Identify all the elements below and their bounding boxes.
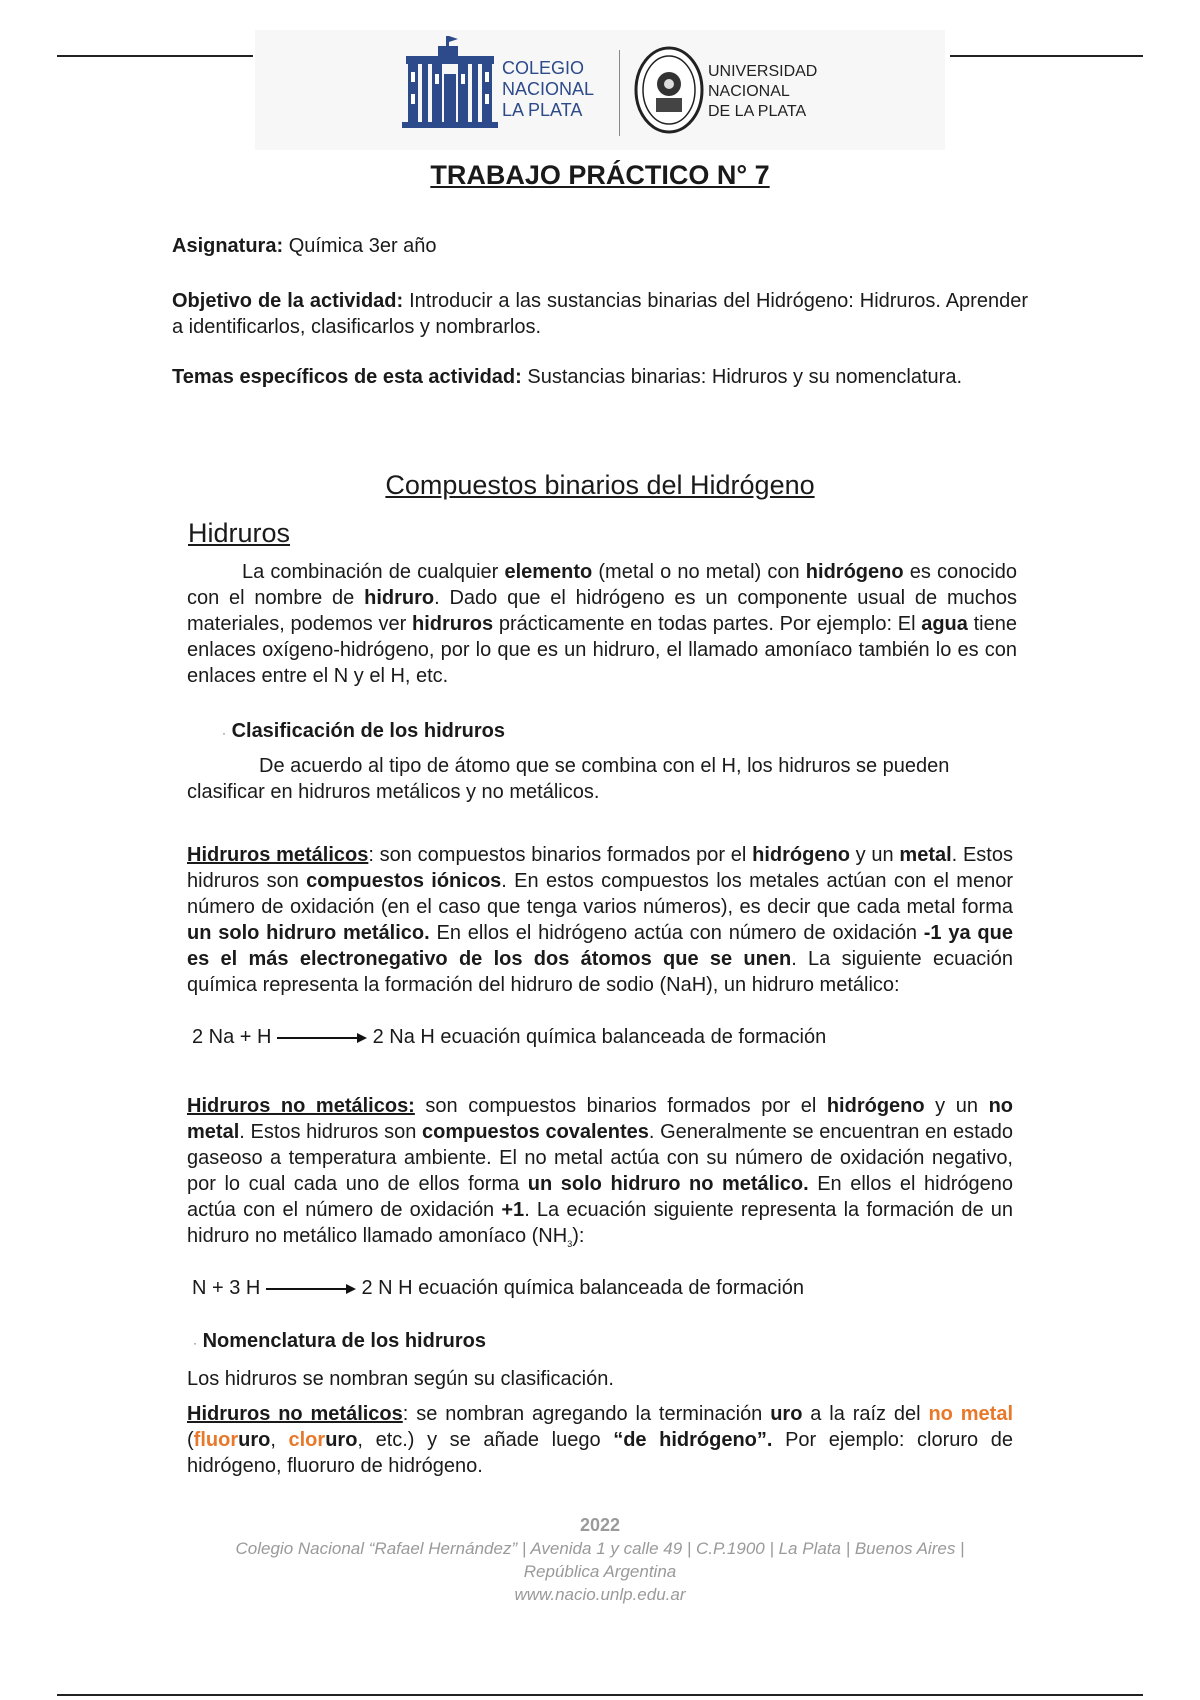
nomenclatura-heading-text: Nomenclatura de los hidruros <box>202 1330 486 1352</box>
section-title: Compuestos binarios del Hidrógeno <box>385 470 815 500</box>
no-metalicos-text: . Estos hidruros son <box>239 1121 422 1143</box>
no-metalicos-text: ): <box>572 1225 585 1247</box>
bullet-icon: · <box>193 1336 197 1350</box>
intro-text: prácticamente en todas partes. Por ejemplo: El <box>493 613 922 635</box>
top-rule-left <box>57 55 253 57</box>
equation-nah-caption: ecuación química balanceada de formación <box>440 1026 827 1048</box>
header-banner <box>255 30 945 150</box>
equation-nh3-reactants: N + 3 H <box>192 1277 261 1299</box>
colegio-line-3: LA PLATA <box>502 100 583 120</box>
asignatura-label: Asignatura: <box>172 235 284 257</box>
no-metalicos-text: En ellos el hidrógeno actúa con el número de oxidación <box>187 1173 1013 1221</box>
metalicos-bold: metal <box>899 844 952 866</box>
top-rule-right <box>950 55 1143 57</box>
nomenclatura-bold: uro <box>770 1403 803 1425</box>
nomenclatura-highlight: clor <box>288 1429 326 1451</box>
objetivo-paragraph <box>172 288 1028 340</box>
nomenclatura-bold: uro <box>325 1429 358 1451</box>
footer-country: República Argentina <box>523 1562 677 1581</box>
nomenclatura-bold: “de hidrógeno”. <box>613 1429 773 1451</box>
unlp-seal-icon <box>634 46 704 134</box>
unlp-line-1: UNIVERSIDAD <box>708 63 818 80</box>
intro-paragraph <box>187 559 1017 689</box>
page-footer <box>0 1514 1200 1606</box>
metalicos-paragraph <box>187 842 1013 998</box>
intro-text: . Dado que el hidrógeno es un componente usual de muchos materiales, podemos ver <box>187 587 1017 635</box>
colegio-logo-text <box>502 58 594 121</box>
metalicos-bold: compuestos iónicos <box>306 870 502 892</box>
equation-nah <box>192 1024 826 1050</box>
nomenclatura-text: a la raíz del <box>802 1403 929 1425</box>
clasificacion-paragraph <box>187 753 987 805</box>
clasificacion-text: De acuerdo al tipo de átomo que se combina con el H, los hidruros se pueden clasificar en hidruros metálicos y no metálicos. <box>187 755 950 803</box>
bullet-icon: · <box>222 726 226 740</box>
metalicos-bold: -1 ya que es el más electronegativo de los dos átomos que se unen <box>187 922 1013 970</box>
no-metalicos-bold: +1 <box>501 1199 525 1221</box>
reaction-arrow-icon <box>277 1032 367 1044</box>
metalicos-term: Hidruros metálicos <box>187 844 369 866</box>
colegio-line-2: NACIONAL <box>502 79 595 99</box>
intro-bold: elemento <box>504 561 593 583</box>
equation-nh3-caption: ecuación química balanceada de formación <box>418 1277 804 1299</box>
bottom-rule <box>57 1694 1143 1696</box>
nomenclatura-bold: uro <box>238 1429 271 1451</box>
nomenclatura-highlight: no metal <box>928 1403 1013 1425</box>
footer-website: www.nacio.unlp.edu.ar <box>514 1585 686 1604</box>
logo-separator <box>619 50 620 136</box>
metalicos-bold: hidrógeno <box>752 844 850 866</box>
unlp-logo-text <box>708 62 817 122</box>
objetivo-value: Introducir a las sustancias binarias del Hidrógeno: Hidruros. Aprender a identificarlos, clasificarlos y nombrarlos. <box>172 290 1028 338</box>
temas-paragraph <box>172 364 1028 390</box>
nomenclatura-text: Por ejemplo: cloruro de hidrógeno, fluoruro de hidrógeno. <box>187 1429 1014 1477</box>
equation-nh3-product: 2 N H <box>361 1277 413 1299</box>
metalicos-text: . La siguiente ecuación química representa la formación del hidruro de sodio (NaH), un hidruro metálico: <box>187 948 1013 996</box>
reaction-arrow-icon <box>266 1283 356 1295</box>
nomenclatura-text: ( <box>187 1429 194 1451</box>
hidruros-heading: Hidruros <box>188 518 291 548</box>
equation-nah-product: 2 Na H <box>372 1026 435 1048</box>
footer-address: Colegio Nacional “Rafael Hernández” | Avenida 1 y calle 49 | C.P.1900 | La Plata | Buenos Aires | <box>235 1539 965 1558</box>
no-metalicos-text: y un <box>924 1095 989 1117</box>
intro-text: (metal o no metal) con <box>592 561 806 583</box>
temas-label: Temas específicos de esta actividad: <box>172 366 522 388</box>
no-metalicos-bold: no metal <box>187 1095 1014 1143</box>
temas-value: Sustancias binarias: Hidruros y su nomenclatura. <box>527 366 963 388</box>
metalicos-text: En ellos el hidrógeno actúa con número de oxidación <box>429 922 924 944</box>
no-metalicos-text: . Generalmente se encuentran en estado gaseoso a temperatura ambiente. El no metal actúa con su número de oxidación negativo, por lo cual cada uno de ellos forma <box>187 1121 1013 1195</box>
intro-bold: hidrógeno <box>805 561 904 583</box>
intro-text: tiene enlaces oxígeno-hidrógeno, por lo que es un hidruro, el llamado amoníaco también lo es con enlaces entre el N y el H, etc. <box>187 613 1017 687</box>
unlp-line-3: DE LA PLATA <box>708 103 807 120</box>
clasificacion-heading <box>222 720 505 743</box>
equation-nh3 <box>192 1275 804 1301</box>
metalicos-bold: un solo hidruro metálico. <box>187 922 430 944</box>
equation-nah-reactants: 2 Na + H <box>192 1026 272 1048</box>
metalicos-text: . En estos compuestos los metales actúan con el menor número de oxidación (en el caso que tenga varios números), es decir que cada metal forma <box>187 870 1013 918</box>
intro-bold: hidruro <box>364 587 435 609</box>
clasificacion-heading-text: Clasificación de los hidruros <box>231 720 505 742</box>
intro-bold: hidruros <box>412 613 494 635</box>
no-metalicos-term: Hidruros no metálicos: <box>187 1095 415 1117</box>
nomenclatura-heading <box>193 1330 486 1353</box>
no-metalicos-paragraph: Hidruros no metálicos: son compuestos binarios formados por el hidrógeno y un no metal. Estos hidruros son compuestos covalentes. Generalmente se encuentran en estado gaseoso a temperatura ambiente. El no metal actúa con su número de oxidación negativo, por lo cual cada uno de ellos forma un solo hidruro no metálico. En ellos el hidrógeno actúa con el número de oxidación +1. La ecuación siguiente representa la formación de un hidruro no metálico llamado amoníaco $(NH_3)$: <box>187 1095 1014 1249</box>
colegio-line-1: COLEGIO <box>502 58 585 78</box>
asignatura-value: Química 3er año <box>288 235 437 257</box>
no-metalicos-text: son compuestos binarios formados por el <box>414 1095 827 1117</box>
no-metalicos-bold: compuestos covalentes <box>422 1121 649 1143</box>
nomenclatura-intro <box>187 1366 1013 1392</box>
page-title: TRABAJO PRÁCTICO N° 7 <box>430 160 770 190</box>
no-metalicos-text: . La ecuación siguiente representa la formación de un hidruro no metálico llamado amoníaco (NH <box>187 1199 1014 1247</box>
colegio-building-logo-icon <box>400 34 500 134</box>
asignatura-line <box>172 233 1028 259</box>
nomenclatura-term: Hidruros no metálicos <box>187 1403 403 1425</box>
nomenclatura-intro-text: Los hidruros se nombran según su clasificación. <box>187 1368 614 1390</box>
nomenclatura-highlight: fluor <box>193 1429 239 1451</box>
metalicos-text: y un <box>849 844 900 866</box>
objetivo-label: Objetivo de la actividad: <box>172 290 404 312</box>
intro-text: La combinación de cualquier <box>242 561 505 583</box>
metalicos-text: : son compuestos binarios formados por el <box>368 844 753 866</box>
footer-year: 2022 <box>579 1515 621 1535</box>
no-metalicos-bold: un solo hidruro no metálico. <box>527 1173 809 1195</box>
nomenclatura-paragraph <box>187 1401 1013 1479</box>
nomenclatura-text: : se nombran agregando la terminación <box>402 1403 771 1425</box>
unlp-line-2: NACIONAL <box>708 83 790 100</box>
intro-bold: agua <box>921 613 968 635</box>
nomenclatura-text: , etc.) y se añade luego <box>357 1429 614 1451</box>
nomenclatura-text: , <box>270 1429 289 1451</box>
no-metalicos-bold: hidrógeno <box>826 1095 925 1117</box>
intro-text: es conocido con el nombre de <box>187 561 1018 609</box>
metalicos-text: . Estos hidruros son <box>187 844 1013 892</box>
